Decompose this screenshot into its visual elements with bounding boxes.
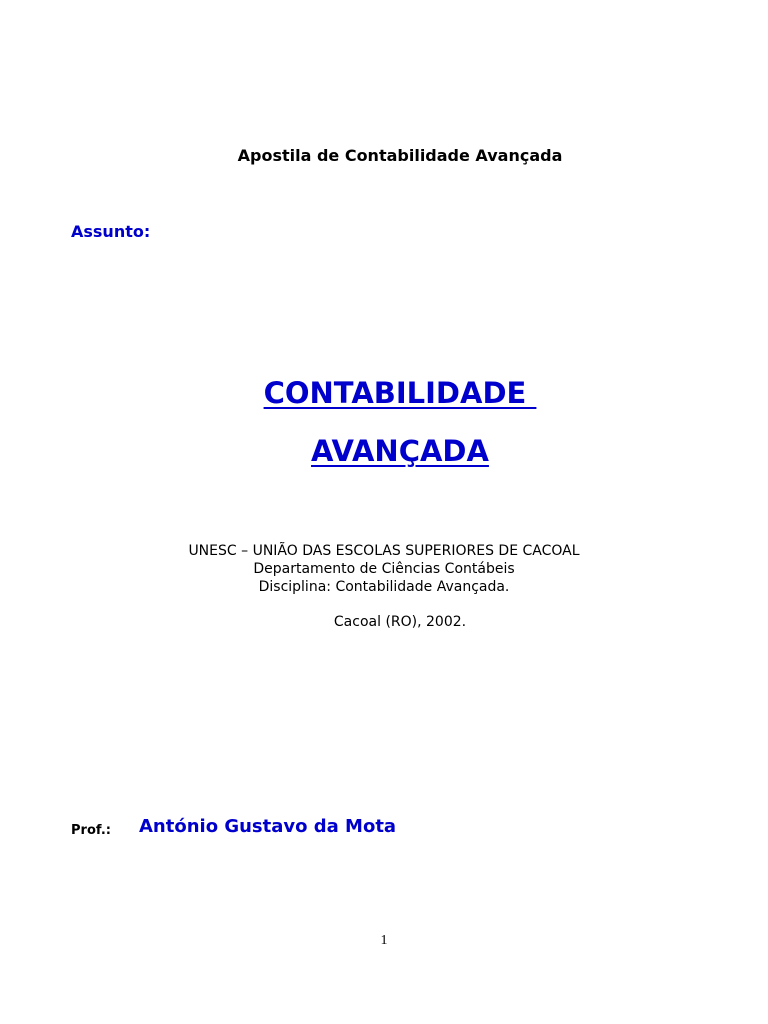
main-title-line1: CONTABILIDADE	[263, 376, 537, 410]
institution-name: UNESC – UNIÃO DAS ESCOLAS SUPERIORES DE CACOAL	[188, 543, 580, 559]
page-number: 1	[380, 933, 388, 948]
subject-label: Assunto:	[71, 222, 151, 241]
discipline-name: Disciplina: Contabilidade Avançada.	[258, 579, 510, 595]
city-year: Cacoal (RO), 2002.	[333, 614, 467, 630]
department-name: Departamento de Ciências Contábeis	[253, 561, 515, 577]
main-title-line2: AVANÇADA	[311, 434, 489, 468]
document-title: Apostila de Contabilidade Avançada	[237, 146, 563, 165]
professor-label: Prof.:	[71, 823, 111, 838]
institution-block	[0, 542, 768, 596]
professor-name: António Gustavo da Mota	[139, 816, 397, 837]
